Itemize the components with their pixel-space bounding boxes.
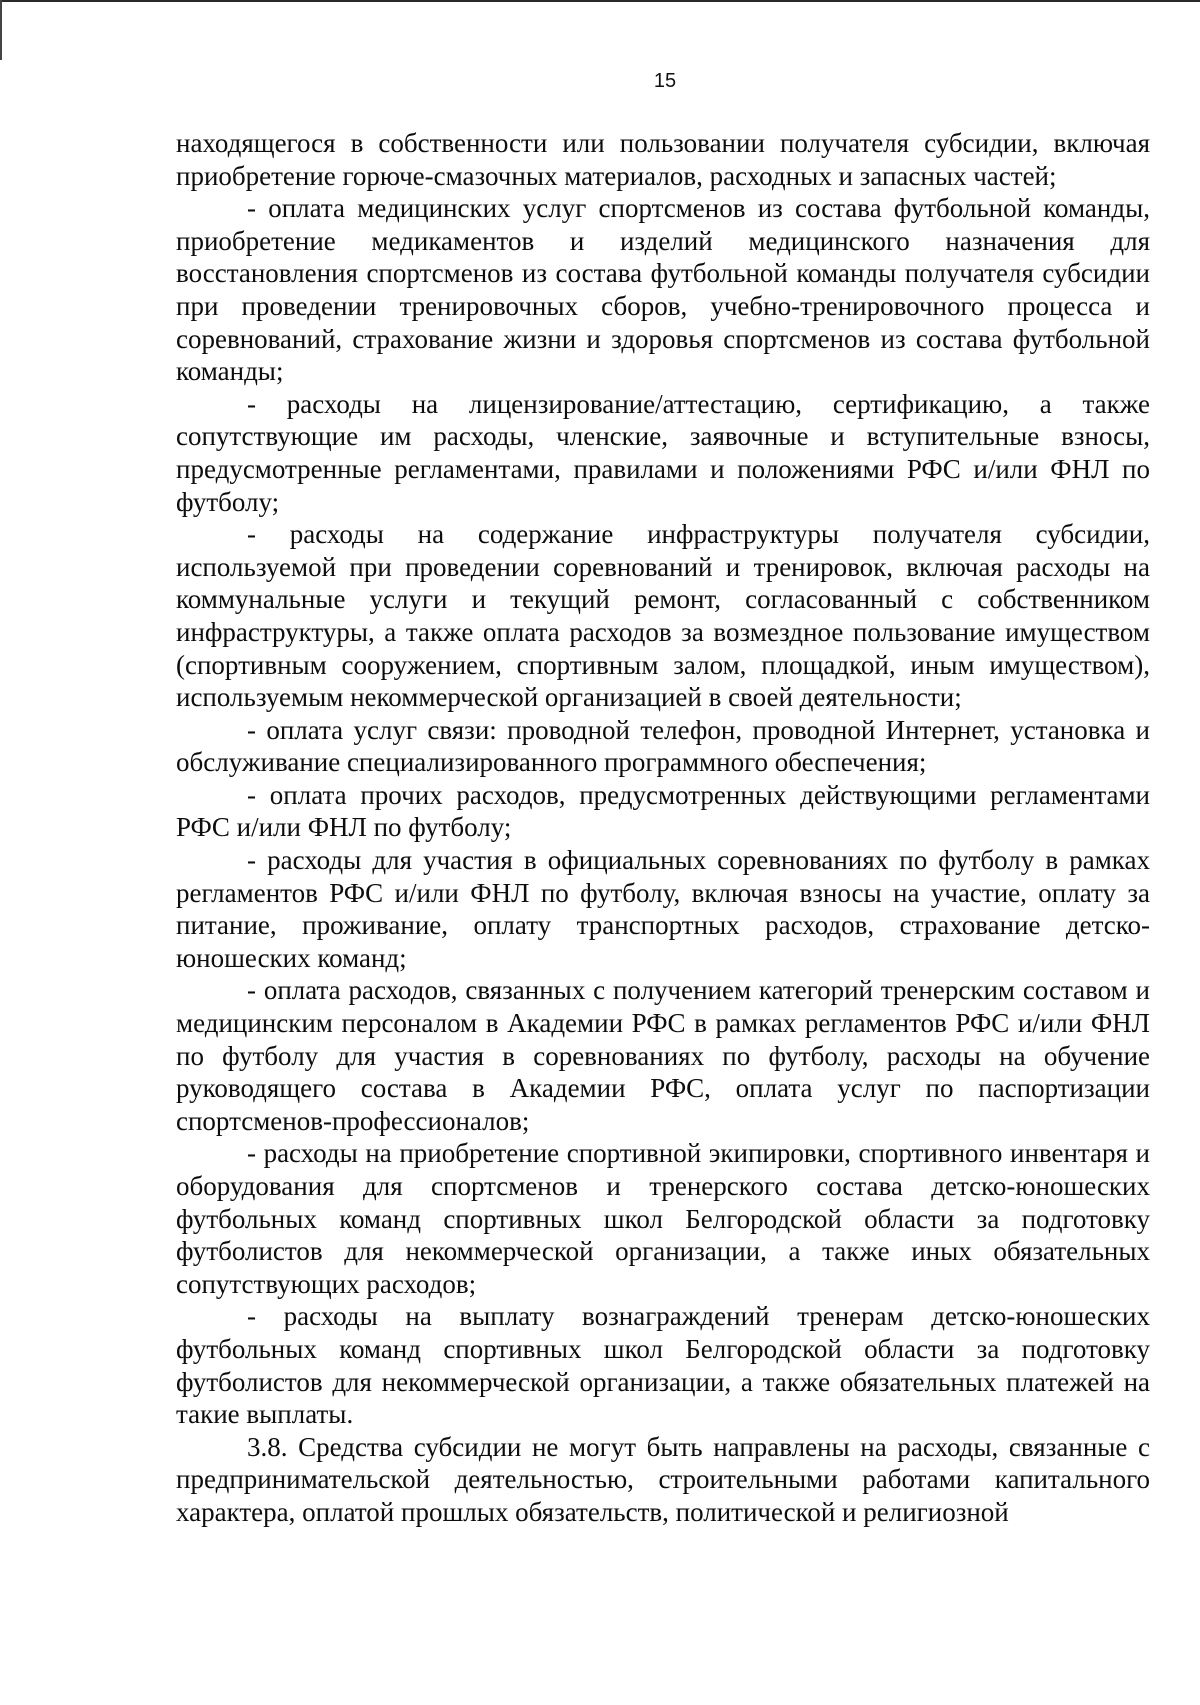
scan-edge-left	[0, 0, 2, 60]
scan-edge-top	[0, 0, 1200, 2]
paragraph-other-expenses: - оплата прочих расходов, предусмотренных действующими регламентами РФС и/или ФНЛ по футболу;	[176, 779, 1150, 843]
paragraph-infrastructure: - расходы на содержание инфраструктуры получателя субсидии, используемой при проведении соревнований и тренировок, включая расходы на коммунальные услуги и текущий ремонт, согласованный с собственником инфраструктуры, а также оплата расходов за возмездное пользование имуществом (спортивным сооружением, спортивным залом, площадкой, иным имуществом), используемым некоммерческой организацией в своей деятельности;	[176, 519, 1150, 713]
paragraph-coach-rewards: - расходы на выплату вознаграждений тренерам детско-юношеских футбольных команд спортивных школ Белгородской области за подготовку футболистов для некоммерческой организации, а также обязательных платежей на такие выплаты.	[176, 1301, 1150, 1430]
paragraph-communication: - оплата услуг связи: проводной телефон, проводной Интернет, установка и обслуживание специализированного программного обеспечения;	[176, 714, 1150, 778]
paragraph-section-3-8: 3.8. Средства субсидии не могут быть направлены на расходы, связанные с предпринимательской деятельностью, строительными работами капитального характера, оплатой прошлых обязательств, политической и религиозной	[176, 1431, 1150, 1527]
paragraph-continuation: находящегося в собственности или пользовании получателя субсидии, включая приобретение горюче-смазочных материалов, расходных и запасных частей;	[176, 128, 1150, 191]
paragraph-official-competitions: - расходы для участия в официальных соревнованиях по футболу в рамках регламентов РФС и/или ФНЛ по футболу, включая взносы на участие, оплату за питание, проживание, оплату транспортных расходов, страхование детско-юношеских команд;	[176, 845, 1150, 973]
paragraph-licensing: - расходы на лицензирование/аттестацию, сертификацию, а также сопутствующие им расходы, членские, заявочные и вступительные взносы, предусмотренные регламентами, правилами и положениями РФС и/или ФНЛ по футболу;	[176, 388, 1150, 517]
document-body	[176, 127, 1150, 1529]
paragraph-equipment: - расходы на приобретение спортивной экипировки, спортивного инвентаря и оборудования для спортсменов и тренерского состава детско-юношеских футбольных команд спортивных школ Белгородской области за подготовку футболистов для некоммерческой организации, а также иных обязательных сопутствующих расходов;	[176, 1138, 1150, 1299]
page-number: 15	[653, 70, 677, 92]
paragraph-medical-services: - оплата медицинских услуг спортсменов из состава футбольной команды, приобретение медикаментов и изделий медицинского назначения для восстановления спортсменов из состава футбольной команды получателя субсидии при проведении тренировочных сборов, учебно-тренировочного процесса и соревнований, страхование жизни и здоровья спортсменов из состава футбольной команды;	[176, 193, 1150, 387]
paragraph-staff-categories: - оплата расходов, связанных с получением категорий тренерским составом и медицинским персоналом в Академии РФС в рамках регламентов РФС и/или ФНЛ по футболу для участия в соревнованиях по футболу, расходы на обучение руководящего состава в Академии РФС, оплата услуг по паспортизации спортсменов-профессионалов;	[176, 975, 1150, 1136]
